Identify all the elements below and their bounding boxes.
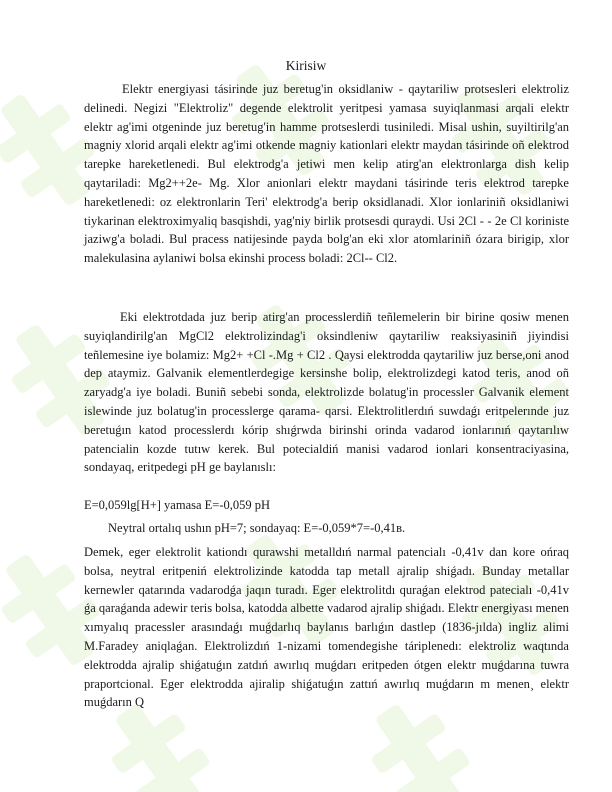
paragraph-2: Eki elektrotdada juz berip atirg'an processlerdiñ teñlemelerin bir birine qosiw menen suyiqlandirilg'an MgCl2 elektrolizindag'i oksindleniw qaytariliw reaksiyasiniñ jiyindisi teñlemesine iye bolamiz: Mg2+ +Cl -.Mg + Cl2 . Qaysi elektrodda qaytariliw juz berse,oni anod dep ataymiz. Galvanik elementlerdegige kersinshe bolip, elektrolizdegi katod teris, anod oñ zaryadg'a iye boladi. Buniñ sebebi sonda, elektrolizde bolatug'in processler Galvanik element islewinde juz bolatug'in processlerge qarama- qarsi. Elektrolitlerdıń suwdaǵı eritpelerınde juz beretuǵın katod processlerdı kórip shıǵrwda birinshi orinda vadarod ionlarınıń qaytarılıw patencialin kozde tutıw kerek. Bul potecialdiń manisi vadarod ionlari konsentraciyasina, sondayaq, eritpedegi pH ge baylanıslı: (84, 310, 569, 475)
paragraph-3: Neytral ortalıq ushın pH=7; sondayaq: E=-0,059*7=-0,41в. (108, 521, 406, 535)
page-title: Kirisiw (285, 58, 327, 73)
paragraph-4: Demek, eger elektrolit kationdı qurawshi metalldıń narmal patencialı -0,41v dan kore ońraq bolsa, neytral eritpeniń elektrolizinde katodda tap metall ajralip shiǵadı. Bunday metallar kernewler qatarında vadarodǵa jaqın turadı. Eger elektrolitdı quraǵan elektrod patecialı -0,41v ǵa qaraǵanda adewir teris bolsa, katodda albette vadarod ajralip shiǵadı. Elektr energiyası menen xımyalıq pracessler arasındaǵı muǵdarlıq baylanıs barlıǵın dastlep (1836-jılda) ingliz alimi M.Faradey aniqlaǵan. Elektrolizdıń 1-nizami tomendegishe táriplenedı: elektroliz waqtında elektrodda ajralip shiǵatuǵın zatdıń awırlıq muǵdarı eritpeden ótgen elektr muǵdarına tuwra praportcional. Eger elektrodda ajiralip shiǵatuǵın zattıń awırlıq muǵdarın m menen¸ elektr muǵdarın Q (84, 545, 569, 710)
paragraph-1: Elektr energiyasi tásirinde juz beretug'in oksidlaniw - qaytariliw protsesleri elektroliz delinedi. Negizi "Elektroliz" degende elektrolit yeritpesi yamasa suyiqlanmasi arqali elektr elektr ag'imi otgeninde juz beretug'in hamme protseslerdi tusiniledi. Misal ushin, suyiltirilg'an magniy xlorid arqali elektr ag'imi otkende magniy kationlari elektr maydan tásirinde oñ elektrod tarepke hareketlenedi. Bul elektrodg'a jetiwi men kelip atirg'an elektronlarga dish kelip qaytariladi: Mg2++2e- Mg. Xlor anionlari elektr maydani tásirinde teris elektrod tarepke hareketlenedi: oz elektronlarin Teri' elektrodg'a berip oksidlanadi. Xlor ionlariniñ oksidlaniwi tiykarinan elektroximyaliq basqishdi, yag'niy birlik protsesdi quraydi. Usi 2Cl - - 2e Cl koriniste jaziwg'a boladi. Bul pracess natijesinde payda bolg'an eki xlor atomlariniñ ózara birigip, xlor malekulasina aylaniwi bolsa ekinshi process boladi: 2Cl-- Cl2. (84, 82, 569, 266)
formula-line: E=0,059lg[H+] yamasa E=-0,059 pH (84, 498, 271, 512)
